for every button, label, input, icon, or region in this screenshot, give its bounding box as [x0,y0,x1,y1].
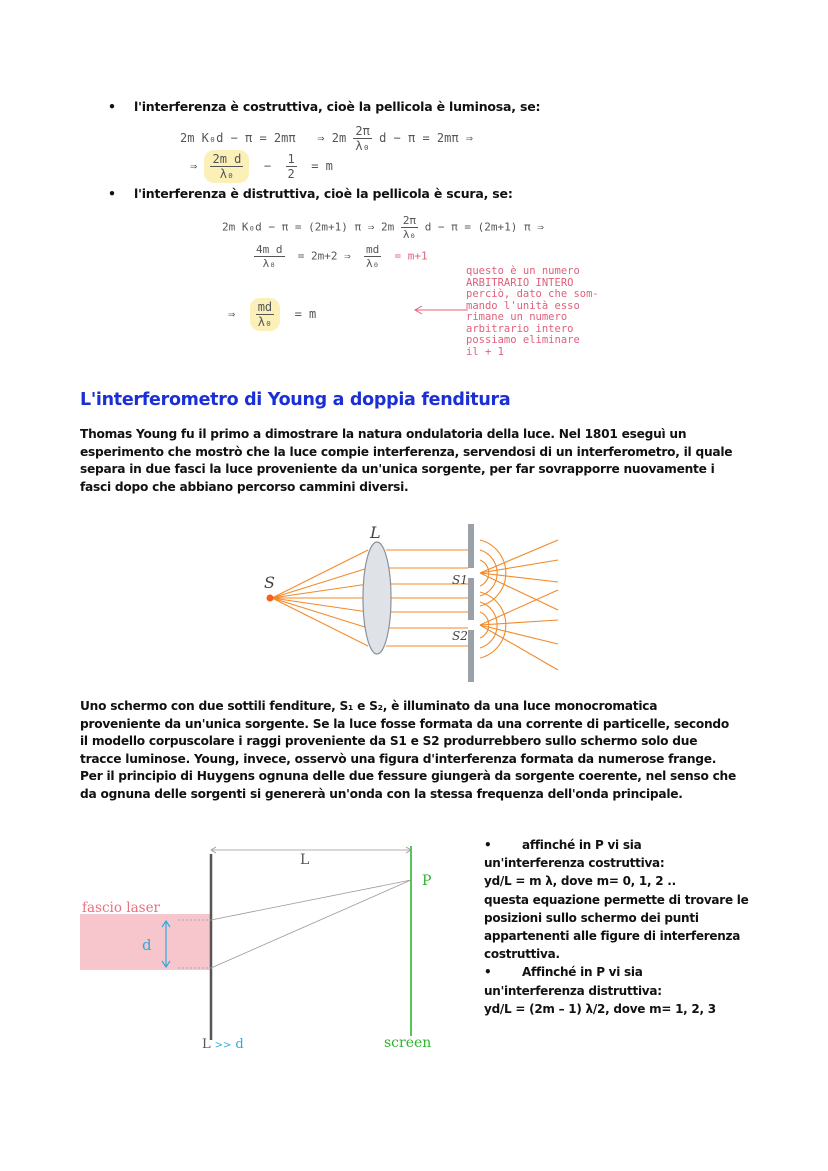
bullet-text: l'interferenza è costruttiva, cioè la pellicola è luminosa, se: [134,99,541,114]
note-text: Affinché in P vi sia [522,965,643,980]
fraction [401,214,418,241]
point-p-label: P [422,873,432,889]
frac-num: 2π [402,214,417,227]
formula-constructive: yd/L = m λ, dove m= 0, 1, 2 .. [484,874,676,889]
source-point [267,595,274,602]
fraction [364,243,381,270]
bullet-dot: • [108,99,116,114]
equation-destructive-line1 [222,214,544,241]
equation-constructive-line1 [180,124,473,153]
bullet-dot: • [484,965,492,980]
note-text: affinché in P vi sia [522,838,642,852]
bullet-text: l'interferenza è distruttiva, cioè la pellicola è scura, se: [134,186,513,201]
cond-L: L [202,1037,211,1052]
screen-label: screen [384,1035,432,1051]
eq-part: ⇒ 2m [317,131,347,145]
ray-upper [211,880,411,920]
section-heading: L'interferometro di Young a doppia fenditura [80,390,511,410]
frac-den: λ₀ [365,257,380,270]
equation-constructive-line2 [190,150,333,183]
screen-paragraph: Uno schermo con due sottili fenditure, S₁ e S₂, è illuminato da una luce monocromatica proveniente da un'unica sorgente. Se la luce fosse formata da una corrente di particelle, secondo il modello corpuscolare i raggi proveniente da S1 e S2 produrrebbero sullo schermo solo due tracce luminose. Young, invece, osservò una figura d'interferenza formata da numerose frange. Per il principio di Huygens ognuna delle due fessure giungerà da sorgente coerente, nel senso che da ognuna delle sorgenti si genererà un'onda con la stessa frequenza dell'onda principale. [80,699,736,801]
eq-part: ⇒ [228,307,236,321]
source-label: S [264,573,275,592]
fraction [286,152,297,181]
fraction-highlighted [204,150,249,183]
note-constructive-desc: questa equazione permette di trovare le posizioni sullo schermo dei punti appartenenti alle figure di interferenza costruttiva. [484,892,749,962]
lens [363,542,391,654]
note-line: perciò, dato che som- [466,288,599,300]
eq-part: ⇒ [190,159,198,173]
note-line: mando l'unità esso [466,299,580,312]
eq-part: 2m K₀d − π = 2mπ [180,131,296,145]
frac-num: md [365,243,380,256]
frac-num: md [257,300,273,314]
right-notes [484,836,764,1018]
condition-label [202,1037,244,1052]
handwritten-note [466,266,599,358]
intro-paragraph: Thomas Young fu il primo a dimostrare la natura ondulatoria della luce. Nel 1801 eseguì un esperimento che mostrò che la luce compie interferenza, servendosi di un interferometro, il quale separa in due fasci la luce proveniente da un'unica sorgente, per far sovrapporre nuovamente i fasci dopo che abbiano percorso cammini diversi. [80,427,733,494]
lens-label: L [370,523,381,542]
note-line: arbitrario intero [466,322,574,335]
bullet-destructive [108,186,513,201]
eq-part: = m [311,159,333,173]
frac-num: 2π [355,124,370,138]
eq-part: − [263,159,272,173]
bullet-dot: • [108,186,116,201]
frac-den: λ₀ [262,257,276,270]
bullet-dot: • [484,838,492,852]
frac-num: 2m d [212,152,242,166]
frac-num: 1 [287,152,295,166]
eq-part: = m+1 [394,249,428,263]
ray-lower [211,880,411,968]
note-arrow [410,304,470,316]
equation-destructive-line2 [254,243,428,270]
diffracted-waves [480,540,558,670]
eq-part: 2m K₀d − π = (2m+1) π ⇒ 2m [222,220,395,234]
laser-label: fascio laser [82,900,161,916]
note-line: rimane un numero [466,311,568,323]
fraction-highlighted [250,298,280,331]
slit1-label: S1 [452,573,468,587]
slit-barrier [468,524,474,682]
frac-den: λ₀ [257,315,273,329]
eq-part: = 2m+2 ⇒ [297,249,351,263]
slit-2 [468,620,474,630]
distance-label: L [300,852,310,868]
slit-1 [468,568,474,578]
note-line: il + 1 [466,345,504,358]
eq-part: d − π = (2m+1) π ⇒ [424,220,544,234]
frac-den: λ₀ [402,228,417,241]
eq-part: d − π = 2mπ ⇒ [379,131,474,145]
note-constructive-subtitle: un'interferenza costruttiva: [484,856,665,871]
note-line: questo è un numero [466,265,580,277]
frac-den: 2 [287,167,295,181]
frac-den: λ₀ [355,139,370,153]
double-slit-lens-figure [258,520,568,690]
note-constructive-title [484,836,764,854]
eq-part: = m [294,307,317,321]
fraction [254,243,285,270]
fraction [353,124,371,153]
formula-destructive: yd/L = (2m – 1) λ/2, dove m= 1, 2, 3 [484,1001,716,1016]
slit2-label: S2 [452,629,468,643]
bullet-constructive [108,99,540,114]
note-line: ARBITRARIO INTERO [466,276,574,289]
laser-screen-figure [78,840,458,1055]
equation-destructive-line3 [228,298,316,331]
d-label: d [142,936,152,954]
cond-d: d [235,1037,244,1052]
note-line: possiamo eliminare [466,334,580,346]
note-destructive-title [484,963,764,981]
cond-sym: >> [214,1040,232,1051]
note-destructive-subtitle: un'interferenza distruttiva: [484,983,662,998]
frac-num: 4m d [256,243,283,256]
frac-den: λ₀ [219,167,235,181]
